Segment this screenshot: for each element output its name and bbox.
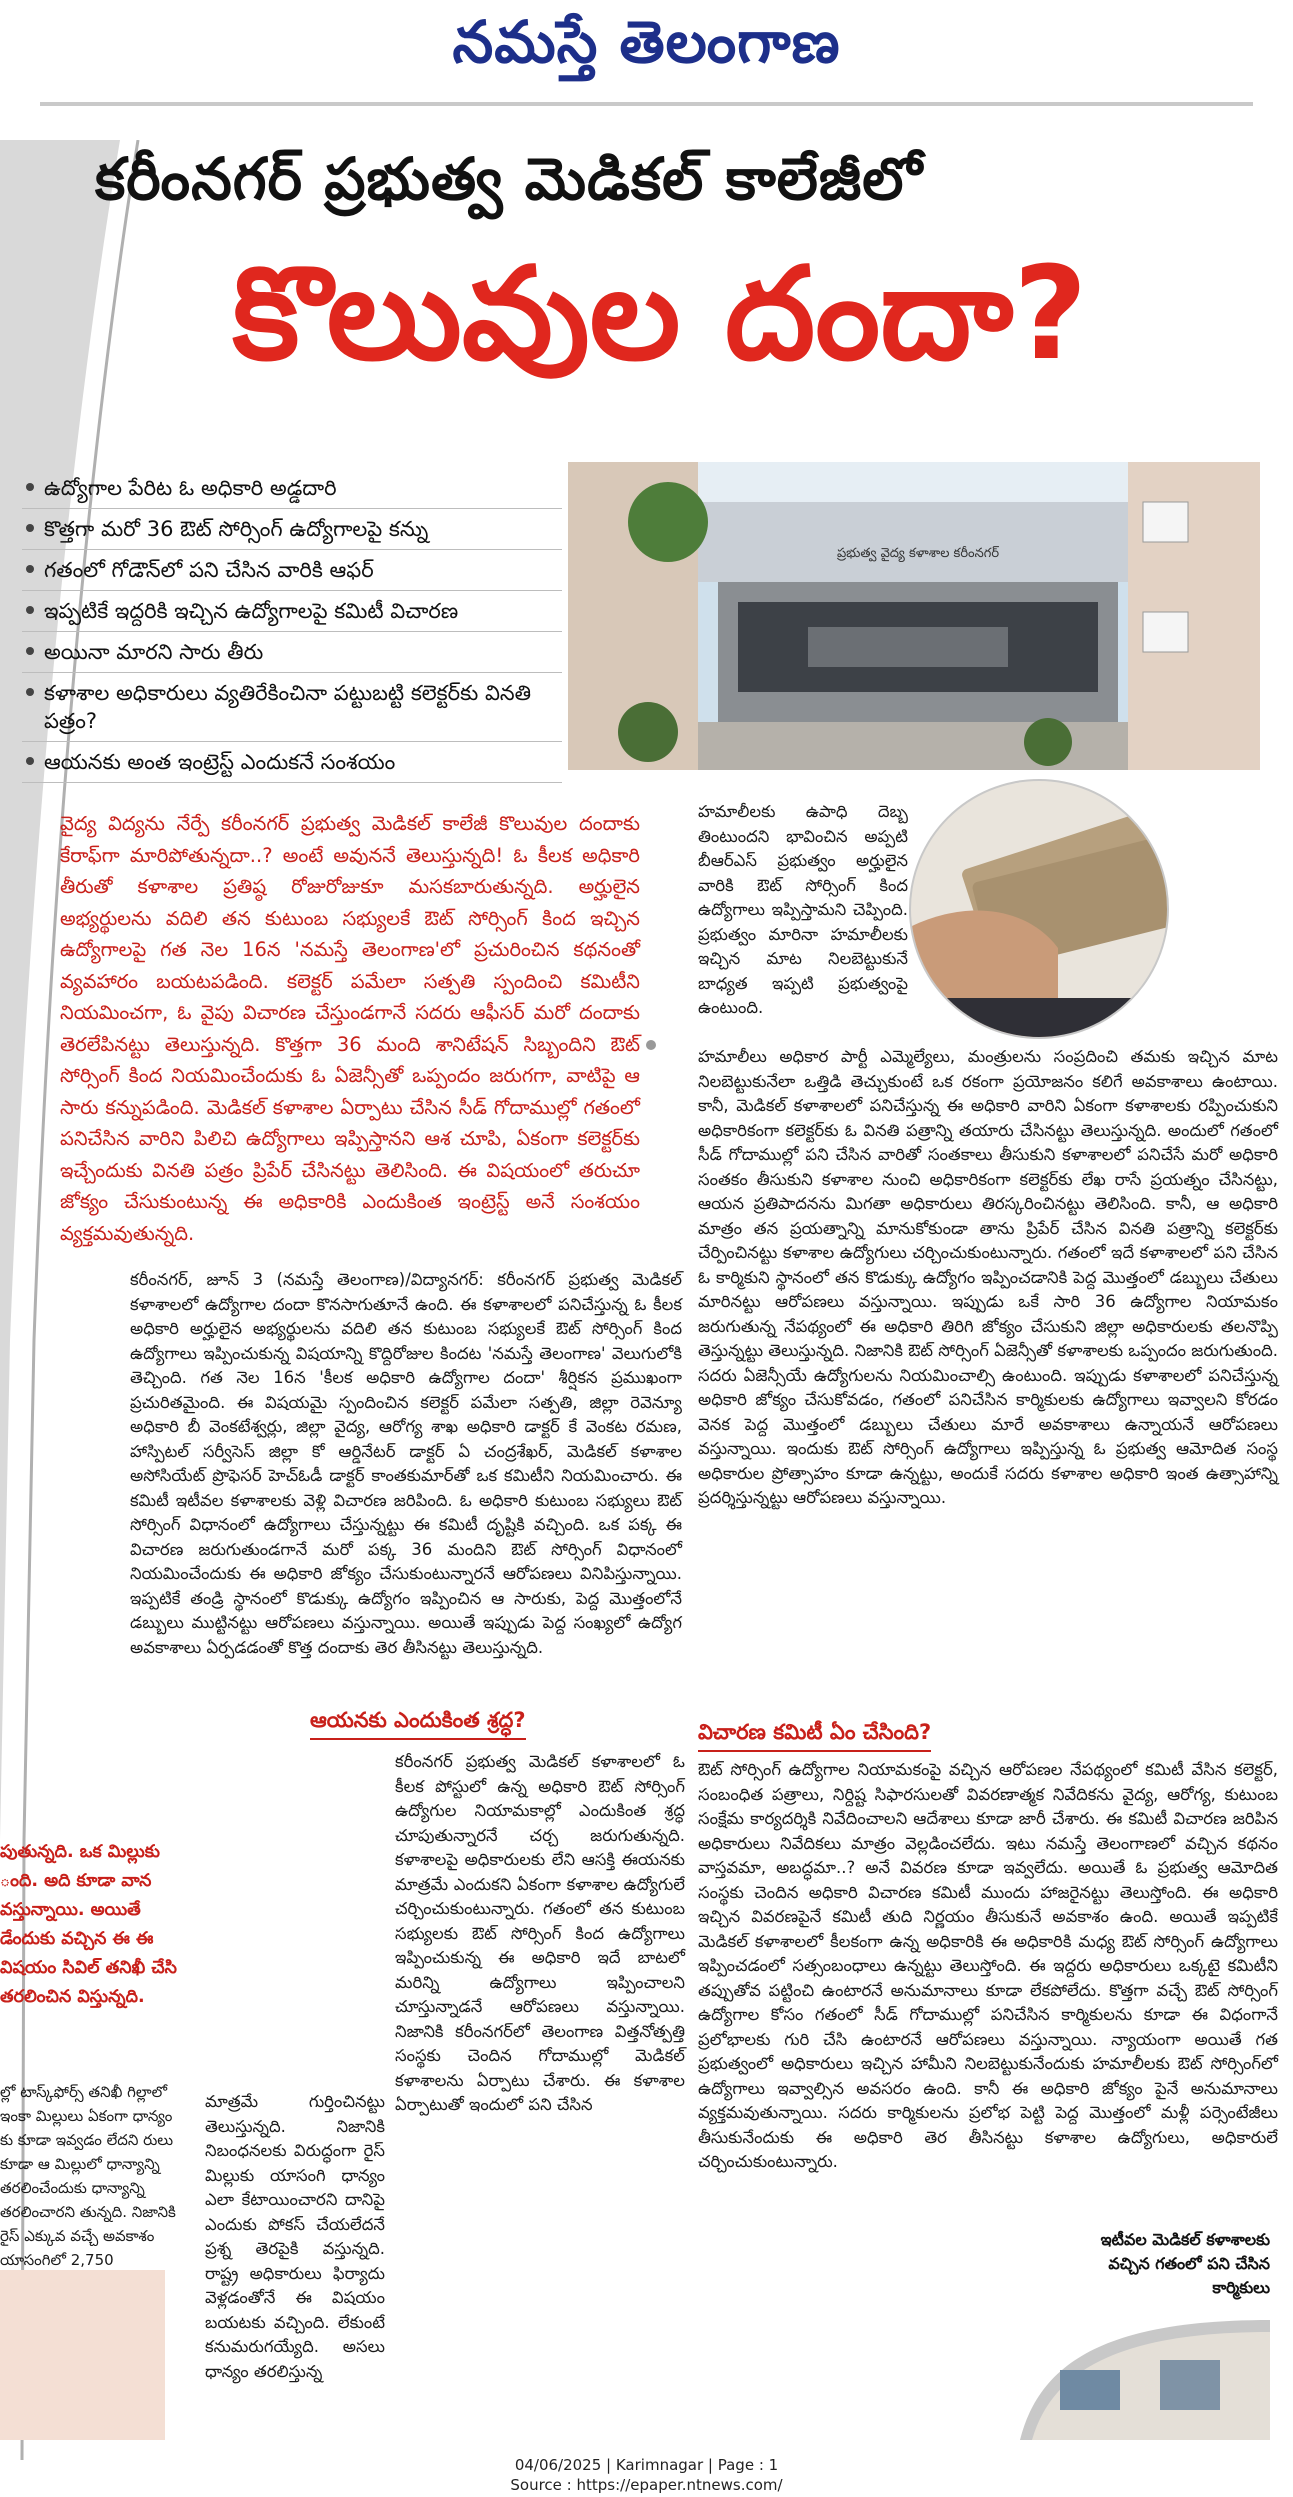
masthead-rule	[40, 102, 1253, 106]
highlights-list	[22, 468, 562, 783]
right-column-committee-body: ఔట్ సోర్సింగ్ ఉద్యోగాల నియామకంపై వచ్చిన ఆరోపణల నేపథ్యంలో కమిటీ వేసిన కలెక్టర్, సంబంధిత పత్రాలు, నిర్దిష్ట సిఫారసులతో వివరణాత్మక నివేదికను వైద్య, ఆరోగ్య, కుటుంబ సంక్షేమ కార్యదర్శికి నివేదించాలని ఆదేశాలు కూడా జారీ చేశారు. ఈ కమిటీ విచారణ జరిపిన అధికారులు నివేదికలు మాత్రం వెల్లడించలేదు. ఇటు నమస్తే తెలంగాణలో వచ్చిన కథనం వాస్తవమా, అబద్ధమా..? అనే వివరణ కూడా ఇవ్వలేదు. అయితే ఓ ప్రభుత్వ ఆమోదిత సంస్థకు చెందిన అధికారి విచారణ కమిటీ ముందు హాజరైనట్టు తెలుస్తోంది. ఈ అధికారి ఇచ్చిన వివరణపైనే కమిటీ తుది నిర్ణయం తీసుకునే అవకాశం ఉంది. అయితే ఇప్పటికే మెడికల్ కళాశాలలో కీలకంగా ఉన్న అధికారికి ఈ అధికారికి మధ్య ఔట్ సోర్సింగ్ ఉద్యోగాలు ఇప్పించడంలో సత్సంబంధాలు ఉన్నట్టు తెలుస్తోంది. ఈ ఇద్దరు అధికారులు ఒక్కటై కమిటీని తప్పుతోవ పట్టించి ఉంటారనే అనుమానాలు కూడా లేకపోలేదు. కొత్తగా వచ్చే ఔట్ సోర్సింగ్ ఉద్యోగాల కోసం గతంలో సీడ్ గోదాముల్లో పనిచేసిన కార్మికులను కూడా ఈ విధంగానే ప్రలోభాలకు గురి చేసి ఉంటారనే ఆరోపణలు వస్తున్నాయి. న్యాయంగా అయితే గత ప్రభుత్వంలో అధికారులు ఇచ్చిన హామీని నిలబెట్టుకునేందుకు హమాలీలకు ఔట్ సోర్సింగ్‌లో ఉద్యోగాలు ఇవ్వాల్సిన అవసరం ఉంది. కానీ ఈ అధికారి జోక్యం పైనే అనుమానాలు వ్యక్తమవుతున్నాయి. సదరు కార్మికులను ప్రలోభ పెట్టి పెద్ద మొత్తంలో మళ్లీ పర్సెంటేజీలు తీసుకునేందుకు ఈ అధికారి తెర తీసినట్టు కళాశాల ఉద్యోగులు, అధికారులే చర్చించుకుంటున్నారు.	[698, 1760, 1278, 2171]
building-signboard: ప్రభుత్వ వైద్య కళాశాల కరీంనగర్	[836, 546, 1000, 561]
highlight-item: ఇప్పటికే ఇద్దరికి ఇచ్చిన ఉద్యోగాలపై కమిటీ విచారణ	[22, 591, 562, 632]
highlight-item: కళాశాల అధికారులు వ్యతిరేకించినా పట్టుబట్టి కలెక్టర్‌కు వినతి పత్రం?	[22, 673, 562, 742]
lede-paragraph: వైద్య విద్యను నేర్పే కరీంనగర్ ప్రభుత్వ మెడికల్ కాలేజీ కొలువుల దందాకు కేరాఫ్‌గా మారిపోతున్నదా..? అంటే అవుననే తెలుస్తున్నది! ఓ కీలక అధికారి తీరుతో కళాశాల ప్రతిష్ఠ రోజురోజుకూ మసకబారుతున్నది. అర్హులైన అభ్యర్థులను వదిలి తన కుటుంబ సభ్యులకే ఔట్ సోర్సింగ్ కింద ఇచ్చిన ఉద్యోగాలపై గత నెల 16న 'నమస్తే తెలంగాణ'లో ప్రచురించిన కథనంతో వ్యవహారం బయటపడింది. కలెక్టర్ పమేలా సత్పతి స్పందించి కమిటీని నియమించగా, ఓ వైపు విచారణ చేస్తుండగానే సదరు ఆఫీసర్ మరో దందాకు తెరలేపినట్టు తెలుస్తున్నది. కొత్తగా 36 మంది శానిటేషన్ సిబ్బందిని ఔట్ సోర్సింగ్ కింద నియమించేందుకు ఓ ఏజెన్సీతో ఒప్పందం జరుగగా, వాటిపై ఆ సారు కన్నుపడింది. మెడికల్ కళాశాల ఏర్పాటు చేసిన సీడ్ గోదాముల్లో గతంలో పనిచేసిన వారిని పిలిచి ఉద్యోగాలు ఇప్పిస్తానని ఆశ చూపి, ఏకంగా కలెక్టర్‌కు ఇచ్చేందుకు వినతి పత్రం ప్రిపేర్ చేసినట్టు తెలిసింది. ఈ విషయంలో తరుచూ జోక్యం చేసుకుంటున్న ఈ అధికారికి ఎందుకింత ఇంట్రెస్ట్ అనే సంశయం వ్యక్తమవుతున్నది.	[60, 812, 640, 1245]
right-column-intro: హమాలీలకు ఉపాధి దెబ్బ తింటుందని భావించిన అప్పటి బీఆర్ఎస్ ప్రభుత్వం అర్హులైన వారికి ఔట్ సోర్సింగ్ కింద ఉద్యోగాలు ఇప్పిస్తామని చెప్పింది. ప్రభుత్వం మారినా హమాలీలకు ఇచ్చిన మాట నిలబెట్టుకునే బాధ్యత ఇప్పటి ప్రభుత్వంపై ఉంటుంది.	[698, 802, 908, 1017]
footer-source-link[interactable]: Source : https://epaper.ntnews.com/	[510, 2476, 783, 2494]
cash-in-hand-photo	[908, 778, 1170, 1040]
column-divider-dot	[646, 1040, 656, 1050]
footer-edition-info: 04/06/2025 | Karimnagar | Page : 1	[514, 2456, 779, 2474]
narrow-column-body: మాత్రమే గుర్తించినట్టు తెలుస్తున్నది. నిజానికి నిబంధనలకు విరుద్ధంగా రైస్ మిల్లుకు యాసంగి ధాన్యం ఎలా కేటాయించారని దానిపై ఎందుకు పోకస్ చేయలేదనే ప్రశ్న తెరపైకి వస్తున్నది. రాష్ట్ర అధికారులు ఫిర్యాదు వెళ్లడంతోనే ఈ విషయం బయటకు వచ్చింది. లేకుంటే కనుమరుగయ్యేది. అసలు ధాన్యం తరలిస్తున్న	[205, 2092, 385, 2381]
page-footer	[0, 2455, 1293, 2495]
left-edge-photo-fragment	[0, 2270, 165, 2440]
masthead	[0, 0, 1293, 110]
highlight-item: అయినా మారని సారు తీరు	[22, 632, 562, 673]
subhead-committee-text: విచారణ కమిటీ ఏం చేసింది?	[698, 1720, 931, 1752]
left-edge-fragment: ల్లో టాస్క్‌ఫోర్స్ తనిఖీ గిల్లాలో ఇంకా మిల్లులు ఏకంగా ధాన్యం కు కూడా ఇవ్వడం లేదని రులు కూడా ఆ మిల్లులో ధాన్యాన్ని తరలించేందుకు ధాన్యాన్ని తరలించారని తున్నది. నిజానికి రైస్ ఎక్కువ వచ్చే అవకాశం యాసంగిలో 2,750	[0, 2083, 176, 2269]
workers-photo	[1020, 2320, 1270, 2440]
right-column-body: హమాలీలు అధికార పార్టీ ఎమ్మెల్యేలు, మంత్రులను సంప్రదించి తమకు ఇచ్చిన మాట నిలబెట్టుకునేలా ఒత్తిడి తెచ్చుకుంటే ఒక రకంగా ప్రయోజనం కలిగే అవకాశాలు ఉంటాయి. కానీ, మెడికల్ కళాశాలలో పనిచేస్తున్న ఈ అధికారి వారిని ఏకంగా కళాశాలకు రప్పించుకుని అధికారికంగా కలెక్టర్‌కు ఓ వినతి పత్రాన్ని తయారు చేసినట్టు తెలుస్తున్నది. అందులో గతంలో సీడ్ గోదాముల్లో పని చేసిన వారితో సంతకాలు తీసుకుని కళాశాలలో పనిచేసే మరో అధికారి సంతకం తీసుకుని కళాశాల నుంచి అధికారికంగా కలెక్టర్‌కు లేఖ రాసే ప్రయత్నం చేసినట్టు, ఆయన ప్రతిపాదనను మిగతా అధికారులు తిరస్కరించినట్టు తెలిసింది. కానీ, ఆ అధికారి మాత్రం తన ప్రయత్నాన్ని మానుకోకుండా తాను ప్రిపేర్ చేసిన వినతి పత్రాన్ని కలెక్టర్‌కు చేర్పించినట్టు కళాశాల ఉద్యోగులు చర్చించుకుంటున్నారు. గతంలో ఇదే కళాశాలలో పని చేసిన ఓ కార్మికుని స్థానంలో తన కొడుక్కు ఉద్యోగం ఇప్పించడానికి పెద్ద మొత్తంలో డబ్బులు చేతులు మారినట్టు ఆరోపణలు వస్తున్నాయి. ఇప్పుడు ఒకే సారి 36 ఉద్యోగాల నియామకం జరుగుతున్న నేపథ్యంలో ఈ అధికారి తిరిగి జోక్యం చేసుకుని జిల్లా అధికారులకు తలనొప్పి తెస్తున్నట్టు తెలుస్తున్నది. నిజానికి ఔట్ సోర్సింగ్ ఏజెన్సీతో కళాశాలకు ఒప్పందం జరుగుతుంది. సదరు ఏజెన్సీయే ఉద్యోగులను నియమించాల్సి ఉంటుంది. ఇప్పుడు కళాశాలలో పనిచేస్తున్న అధికారి జోక్యం చేసుకోవడం, గతంలో పనిచేసిన కార్మికులకు ఉద్యోగాలు ఇవ్వాలని కోరడం వెనక పెద్ద మొత్తంలో డబ్బులు చేతులు మారే అవకాశాలు ఉన్నాయనే ఆరోపణలు వస్తున్నాయి. ఇందుకు ఔట్ సోర్సింగ్ ఉద్యోగాలు ఇప్పిస్తున్న ఓ ప్రభుత్వ ఆమోదిత సంస్థ అధికారుల ప్రోత్సాహం కూడా ఉన్నట్టు, అందుకే సదరు కళాశాల అధికారి ఇంత ఉత్సాహాన్ని ప్రదర్శిస్తున్నట్టు ఆరోపణలు వస్తున్నాయి.	[698, 1047, 1278, 1507]
main-headline: కొలువుల దందా?	[232, 240, 1088, 389]
left-edge-fragment-red: పుతున్నది. ఒక మిల్లుకు ంది. అది కూడా వాన వస్తున్నాయి. అయితే డేందుకు వచ్చిన ఈ ఈ విషయం సివిల్ తనిఖీ చేసి తరలించిన విస్తున్నది.	[0, 1842, 177, 2007]
newspaper-logo: నమస్తే తెలంగాణ	[452, 8, 841, 76]
middle-column-body: కరీంనగర్, జూన్ 3 (నమస్తే తెలంగాణ)/విద్యానగర్: కరీంనగర్ ప్రభుత్వ మెడికల్ కళాశాలలో ఉద్యోగాల దందా కొనసాగుతూనే ఉంది. ఈ కళాశాలలో పనిచేస్తున్న ఓ కీలక అధికారి అర్హులైన అభ్యర్థులను వదిలి తన కుటుంబ సభ్యులకే ఔట్ సోర్సింగ్ కింద ఉద్యోగాలు ఇప్పించుకున్న విషయాన్ని కొద్దిరోజుల కిందట 'నమస్తే తెలంగాణ' వెలుగులోకి తెచ్చింది. గత నెల 16న 'కీలక అధికారి ఉద్యోగాల దందా' శీర్షికన ప్రముఖంగా ప్రచురితమైంది. ఈ విషయమై స్పందించిన కలెక్టర్ పమేలా సత్పతి, జిల్లా రెవెన్యూ అధికారి బీ వెంకటేశ్వర్లు, జిల్లా వైద్య, ఆరోగ్య శాఖ అధికారి డాక్టర్ కే వెంకట రమణ, హాస్పిటల్ సర్వీసెస్ జిల్లా కో ఆర్డినేటర్ డాక్టర్ ఏ చంద్రశేఖర్, మెడికల్ కళాశాల అసోసియేట్ ప్రొఫెసర్ హెచ్‌ఓడీ డాక్టర్ కాంతకుమార్‌తో ఒక కమిటీని నియమించారు. ఈ కమిటీ ఇటీవల కళాశాలకు వెళ్లి విచారణ జరిపింది. ఓ అధికారి కుటుంబ సభ్యులు ఔట్ సోర్సింగ్ విధానంలో ఉద్యోగాలు చేస్తున్నట్టు ఈ కమిటీ దృష్టికి వచ్చింది. ఒక పక్క ఈ విచారణ జరుగుతుండగానే మరో పక్క 36 మందిని ఔట్ సోర్సింగ్ విధానంలో నియమించేందుకు ఈ అధికారి జోక్యం చేసుకుంటున్నారనే ఆరోపణలు వినిపిస్తున్నాయి. ఇప్పటికే తండ్రి స్థానంలో కొడుక్కు ఉద్యోగం ఇప్పించిన ఆ సారుకు, పెద్ద మొత్తంలోనే డబ్బులు ముట్టినట్టు ఆరోపణలు వస్తున్నాయి. అయితే ఇప్పుడు పెద్ద సంఖ్యలో ఉద్యోగ అవకాశాలు ఏర్పడడంతో కొత్త దందాకు తెర తీసినట్టు తెలుస్తున్నది.	[130, 1270, 682, 1657]
kicker-headline: కరీంనగర్ ప్రభుత్వ మెడికల్ కాలేజీలో	[95, 145, 923, 213]
highlight-item: కొత్తగా మరో 36 ఔట్ సోర్సింగ్ ఉద్యోగాలపై కన్ను	[22, 509, 562, 550]
highlight-item: ఉద్యోగాల పేరిట ఓ అధికారి అడ్డదారి	[22, 468, 562, 509]
interest-column-body: కరీంనగర్ ప్రభుత్వ మెడికల్ కళాశాలలో ఓ కీలక పోస్టులో ఉన్న అధికారి ఔట్ సోర్సింగ్ ఉద్యోగుల నియామకాల్లో ఎందుకింత శ్రద్ధ చూపుతున్నారనే చర్చ జరుగుతున్నది. కళాశాలపై అధికారులకు లేని ఆసక్తి ఈయనకు మాత్రమే ఎందుకని ఏకంగా కళాశాల ఉద్యోగులే చర్చించుకుంటున్నారు. గతంలో తన కుటుంబ సభ్యులకు ఔట్ సోర్సింగ్ కింద ఉద్యోగాలు ఇప్పించుకున్న ఈ అధికారి ఇదే బాటలో మరిన్ని ఉద్యోగాలు ఇప్పించాలని చూస్తున్నాడనే ఆరోపణలు వస్తున్నాయి. నిజానికి కరీంనగర్‌లో తెలంగాణ విత్తనోత్పత్తి సంస్థకు చెందిన గోదాముల్లో మెడికల్ కళాశాలను ఏర్పాటు చేశారు. ఈ కళాశాల ఏర్పాటుతో ఇందులో పని చేసిన	[395, 1752, 685, 2114]
photo-caption: ఇటీవల మెడికల్ కళాశాలకు వచ్చిన గతంలో పని చేసిన కార్మికులు	[1100, 2230, 1270, 2297]
college-building-photo	[568, 462, 1260, 770]
highlight-item: ఆయనకు అంత ఇంట్రెస్ట్ ఎందుకనే సంశయం	[22, 742, 562, 783]
subhead-interest-text: ఆయనకు ఎందుకింత శ్రద్ధ?	[310, 1708, 526, 1740]
highlight-item: గతంలో గోడౌన్‌లో పని చేసిన వారికి ఆఫర్	[22, 550, 562, 591]
subhead-interest	[310, 1708, 630, 1740]
subhead-committee	[698, 1720, 1278, 1752]
